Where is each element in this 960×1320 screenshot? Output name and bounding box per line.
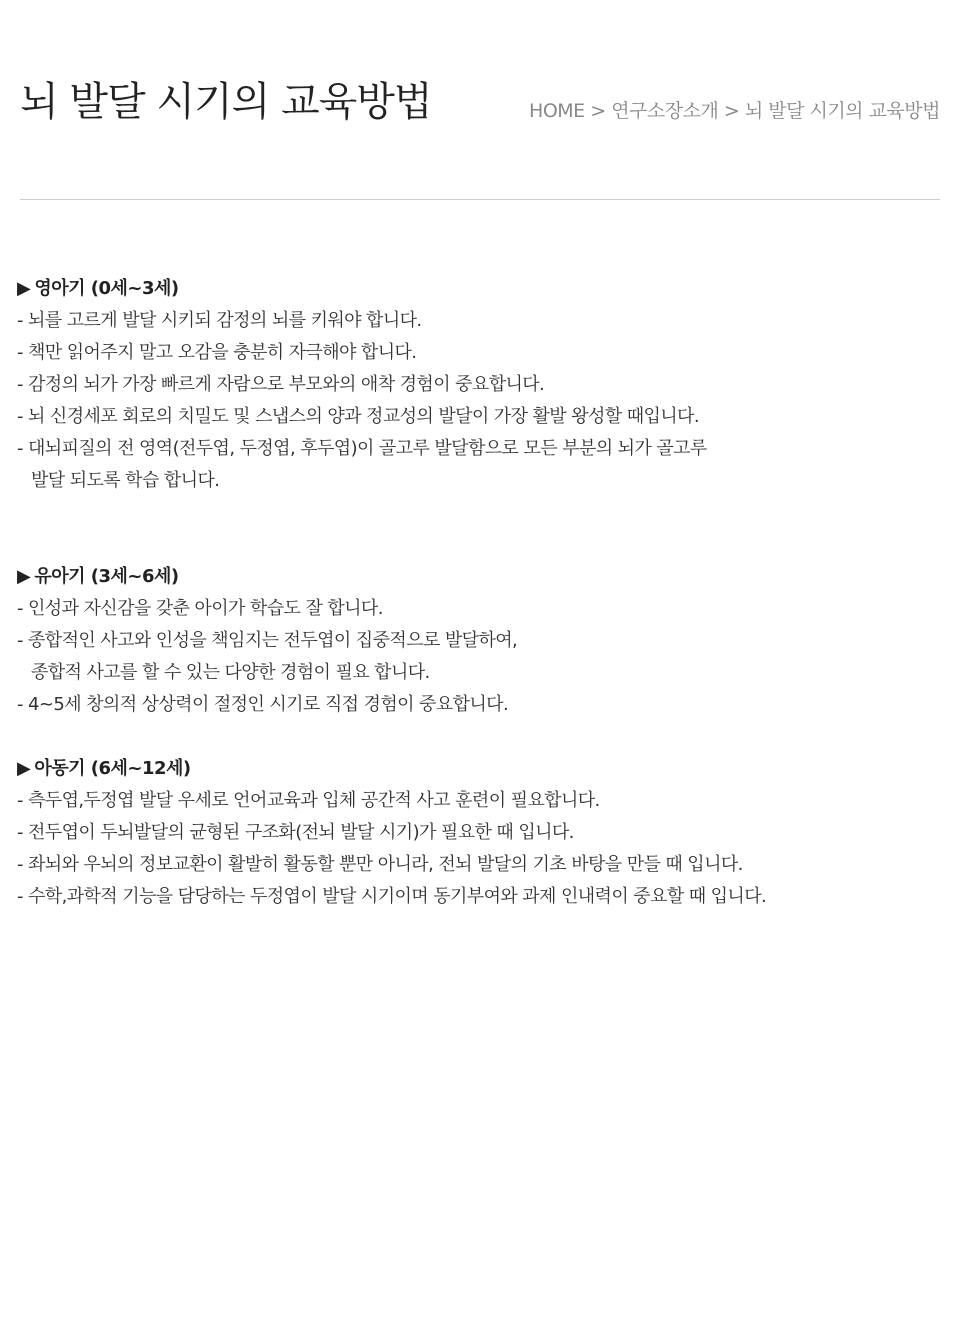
spacer xyxy=(17,721,940,753)
page-title: 뇌 발달 시기의 교육방법 xyxy=(20,79,432,125)
breadcrumb-separator: > xyxy=(723,100,740,122)
list-item: - 수학,과학적 기능을 담당하는 두정엽이 발달 시기이며 동기부여와 과제 인내력이 중요할 때 입니다. xyxy=(17,886,767,907)
section-list xyxy=(17,305,940,497)
list-item: - 좌뇌와 우뇌의 정보교환이 활발히 활동할 뿐만 아니라, 전뇌 발달의 기초 바탕을 만들 때 입니다. xyxy=(17,854,743,875)
page-header xyxy=(20,0,940,200)
section-heading-label: 아동기 (6세~12세) xyxy=(34,758,191,779)
section-list xyxy=(17,785,940,913)
list-item: - 감정의 뇌가 가장 빠르게 자람으로 부모와의 애착 경험이 중요합니다. xyxy=(17,374,545,395)
list-item: - 뇌를 고르게 발달 시키되 감정의 뇌를 키워야 합니다. xyxy=(17,310,422,331)
list-item: - 측두엽,두정엽 발달 우세로 언어교육과 입체 공간적 사고 훈련이 필요합니다. xyxy=(17,790,600,811)
breadcrumb xyxy=(529,96,940,123)
section-early-childhood xyxy=(17,561,940,721)
breadcrumb-home[interactable]: HOME xyxy=(529,100,585,122)
triangle-bullet-icon: ▶ xyxy=(17,278,31,299)
section-heading-label: 유아기 (3세~6세) xyxy=(34,566,179,587)
list-item: - 대뇌피질의 전 영역(전두엽, 두정엽, 후두엽)이 골고루 발달함으로 모든 부분의 뇌가 골고루 발달 되도록 학습 합니다. xyxy=(17,438,707,491)
breadcrumb-current: 뇌 발달 시기의 교육방법 xyxy=(744,100,940,122)
list-item: - 종합적인 사고와 인성을 책임지는 전두엽이 집중적으로 발달하여, 종합적 사고를 할 수 있는 다양한 경험이 필요 합니다. xyxy=(17,630,518,683)
list-item: - 인성과 자신감을 갖춘 아이가 학습도 잘 합니다. xyxy=(17,598,383,619)
spacer xyxy=(17,497,940,561)
list-item: - 뇌 신경세포 회로의 치밀도 및 스냅스의 양과 정교성의 발달이 가장 활발 왕성할 때입니다. xyxy=(17,406,699,427)
list-item: - 4~5세 창의적 상상력이 절정인 시기로 직접 경험이 중요합니다. xyxy=(17,694,509,715)
breadcrumb-separator: > xyxy=(590,100,606,122)
section-heading xyxy=(17,273,940,305)
breadcrumb-about-director[interactable]: 연구소장소개 xyxy=(611,100,719,122)
content xyxy=(17,273,940,913)
section-childhood xyxy=(17,753,940,913)
section-heading xyxy=(17,561,940,593)
section-heading-label: 영아기 (0세~3세) xyxy=(34,278,179,299)
list-item: - 전두엽이 두뇌발달의 균형된 구조화(전뇌 발달 시기)가 필요한 때 입니다. xyxy=(17,822,574,843)
list-item: - 책만 읽어주지 말고 오감을 충분히 자극해야 합니다. xyxy=(17,342,417,363)
section-infancy xyxy=(17,273,940,497)
section-list xyxy=(17,593,940,721)
triangle-bullet-icon: ▶ xyxy=(17,758,31,779)
section-heading xyxy=(17,753,940,785)
triangle-bullet-icon: ▶ xyxy=(17,566,31,587)
